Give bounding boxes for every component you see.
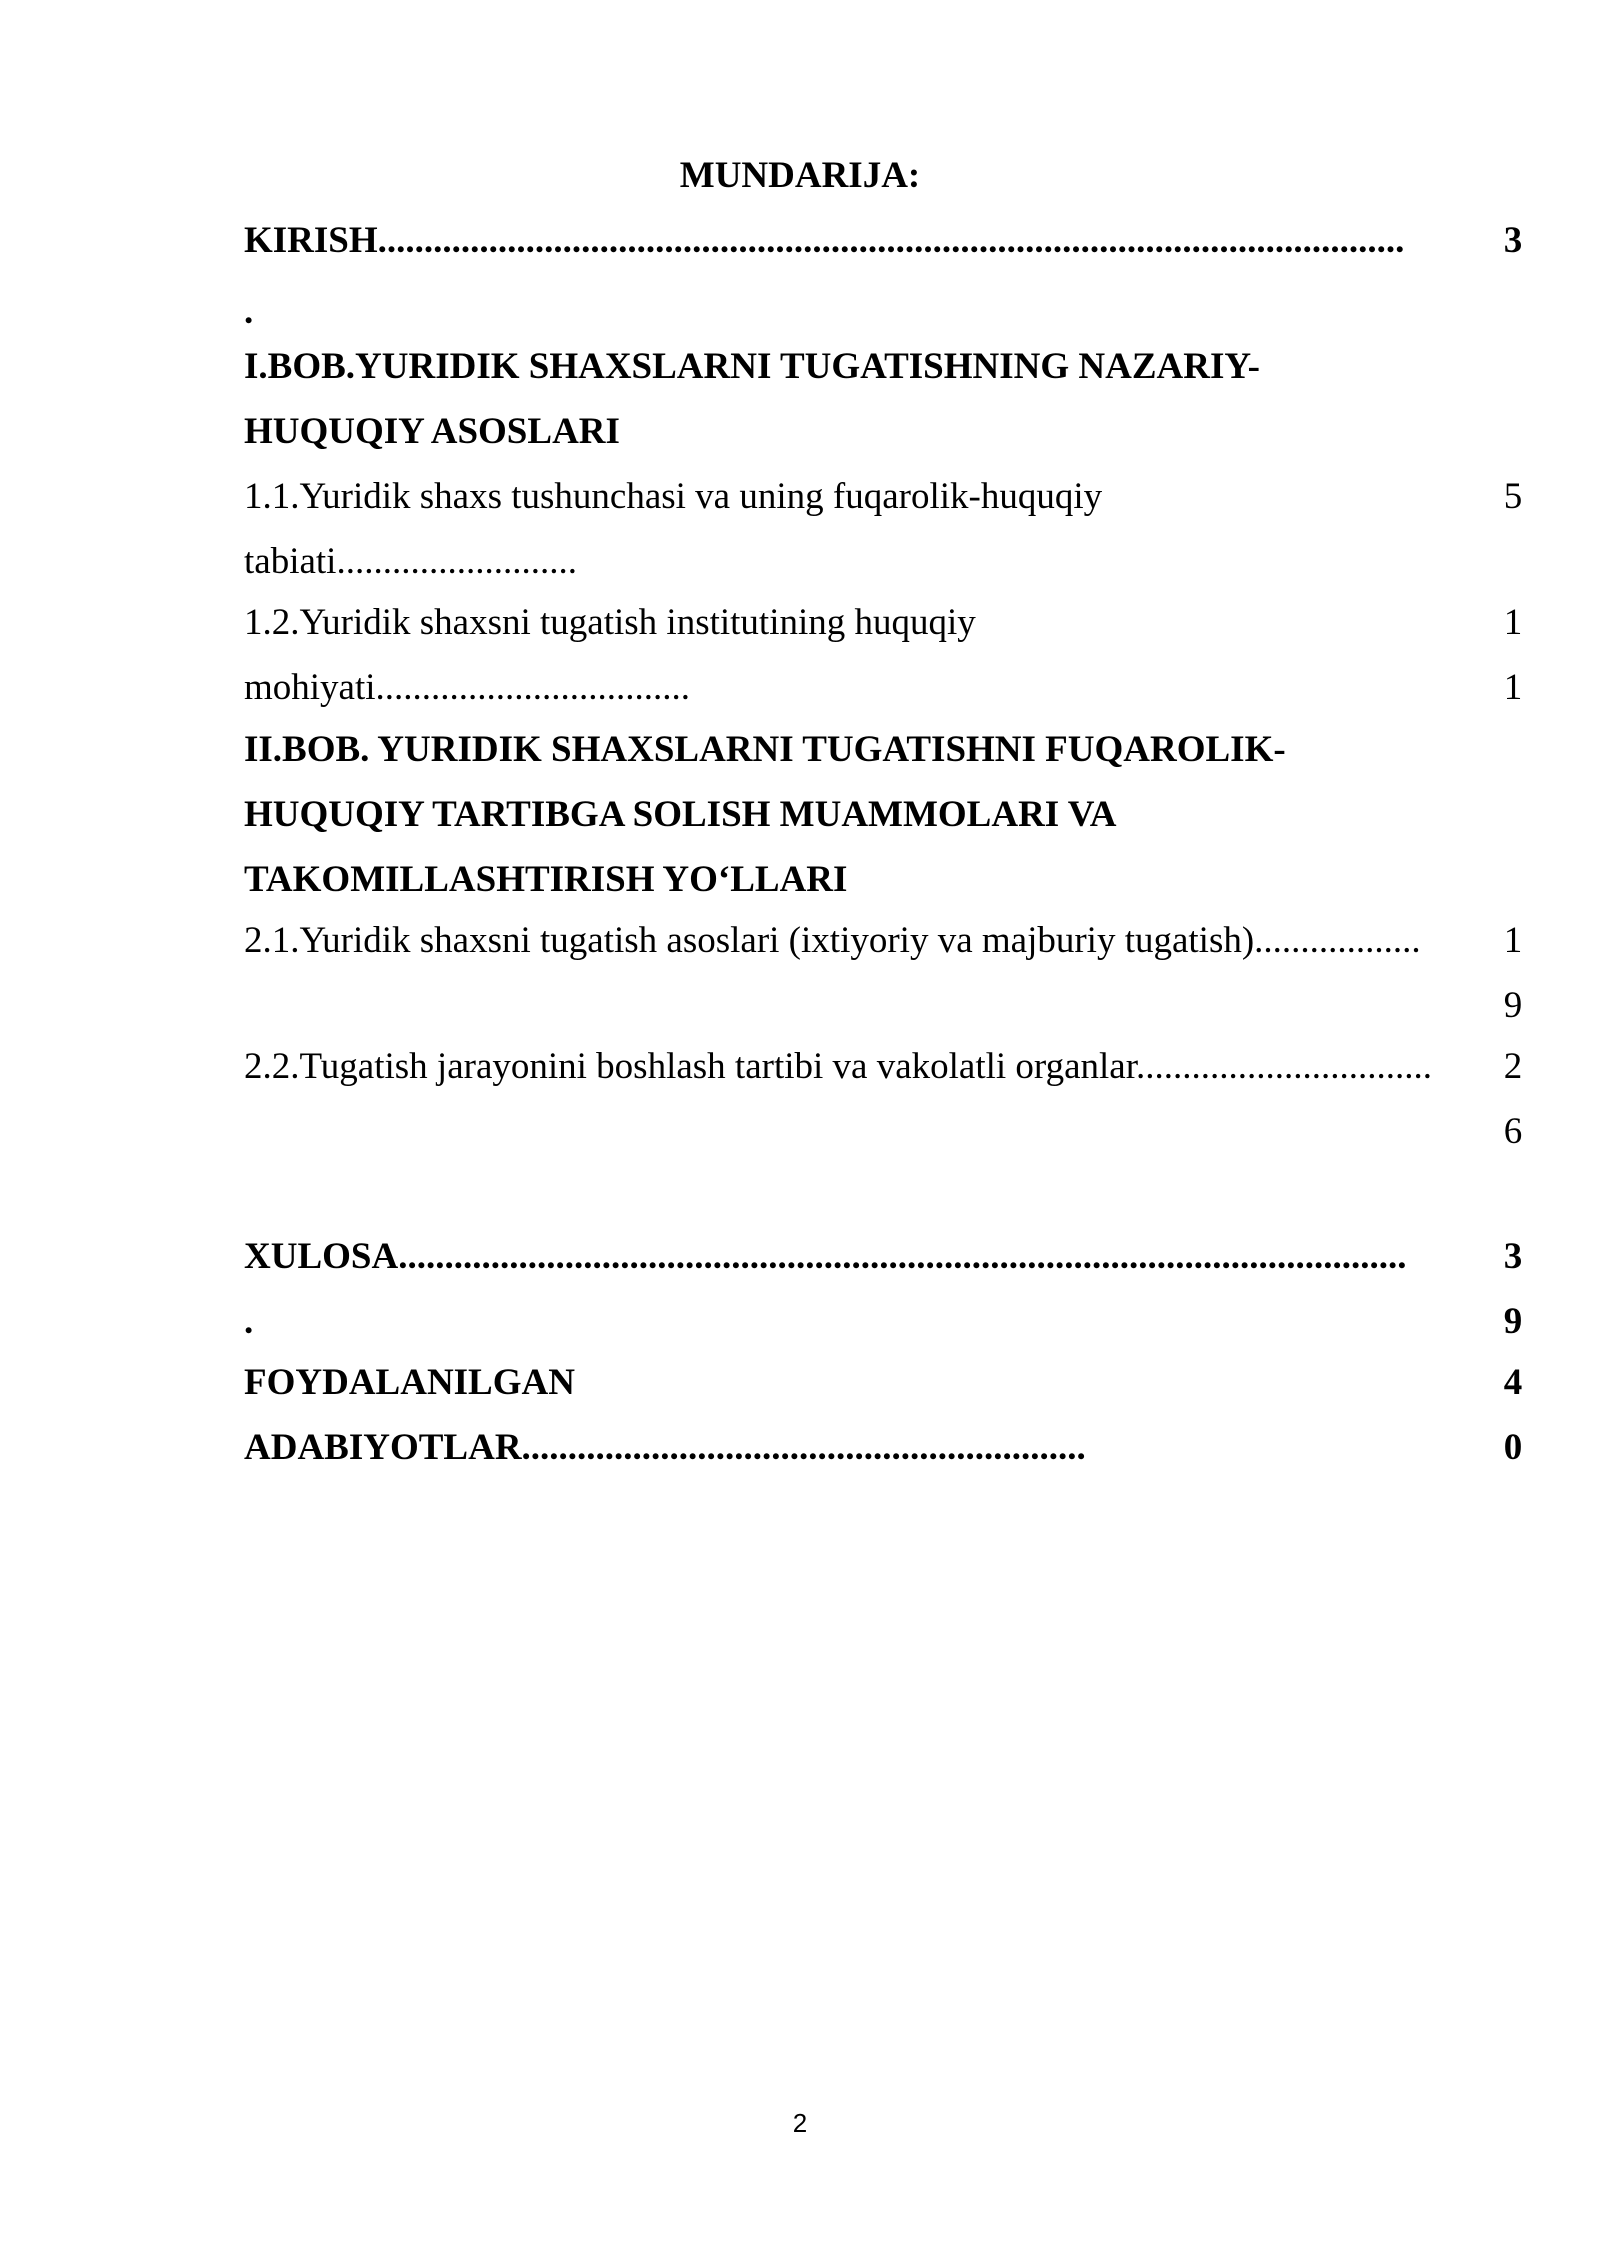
toc-page-2-1-digit1: 1 xyxy=(1503,920,1523,961)
toc-chapter-2-line1: II.BOB. YURIDIK SHAXSLARNI TUGATISHNI FUQAROLIK- xyxy=(244,729,1286,770)
toc-section-1-1-line2: tabiati.......................... xyxy=(244,541,577,582)
page-number: 2 xyxy=(792,2108,808,2138)
toc-page-references-digit2: 0 xyxy=(1503,1427,1523,1468)
toc-section-2-2: 2.2.Tugatish jarayonini boshlash tartibi va vakolatli organlar................................ xyxy=(244,1046,1432,1087)
toc-page-1-2-digit1: 1 xyxy=(1503,602,1523,643)
toc-page-2-1-digit2: 9 xyxy=(1503,985,1523,1026)
toc-chapter-1-line1: I.BOB.YURIDIK SHAXSLARNI TUGATISHNING NAZARIY- xyxy=(244,346,1261,387)
toc-section-1-2-line1: 1.2.Yuridik shaxsni tugatish institutining huquqiy xyxy=(244,602,976,643)
toc-entry-xulosa-continuation: . xyxy=(244,1301,254,1342)
toc-page-xulosa-digit1: 3 xyxy=(1503,1236,1523,1277)
toc-section-1-1-line1: 1.1.Yuridik shaxs tushunchasi va uning fuqarolik-huquqiy xyxy=(244,476,1103,517)
toc-entry-references-line2: ADABIYOTLAR............................................................. xyxy=(244,1427,1086,1468)
toc-entry-references-line1: FOYDALANILGAN xyxy=(244,1362,575,1403)
toc-page-2-2-digit2: 6 xyxy=(1503,1111,1523,1152)
toc-entry-kirish: KIRISH............................................................................................................... xyxy=(244,220,1405,261)
toc-title: MUNDARIJA: xyxy=(679,155,921,196)
toc-entry-kirish-continuation: . xyxy=(244,291,254,332)
toc-chapter-1-line2: HUQUQIY ASOSLARI xyxy=(244,411,620,452)
toc-page-xulosa-digit2: 9 xyxy=(1503,1301,1523,1342)
toc-chapter-2-line3: TAKOMILLASHTIRISH YO‘LLARI xyxy=(244,859,848,900)
toc-page-1-2-digit2: 1 xyxy=(1503,667,1523,708)
toc-page-kirish: 3 xyxy=(1503,220,1523,261)
toc-page-2-2-digit1: 2 xyxy=(1503,1046,1523,1087)
toc-section-1-2-line2: mohiyati.................................. xyxy=(244,667,691,708)
toc-entry-xulosa: XULOSA............................................................................................................. xyxy=(244,1236,1407,1277)
toc-section-2-1: 2.1.Yuridik shaxsni tugatish asoslari (ixtiyoriy va majburiy tugatish).................. xyxy=(244,920,1421,961)
toc-page-1-1: 5 xyxy=(1503,476,1523,517)
toc-chapter-2-line2: HUQUQIY TARTIBGA SOLISH MUAMMOLARI VA xyxy=(244,794,1117,835)
toc-page-references-digit1: 4 xyxy=(1503,1362,1523,1403)
